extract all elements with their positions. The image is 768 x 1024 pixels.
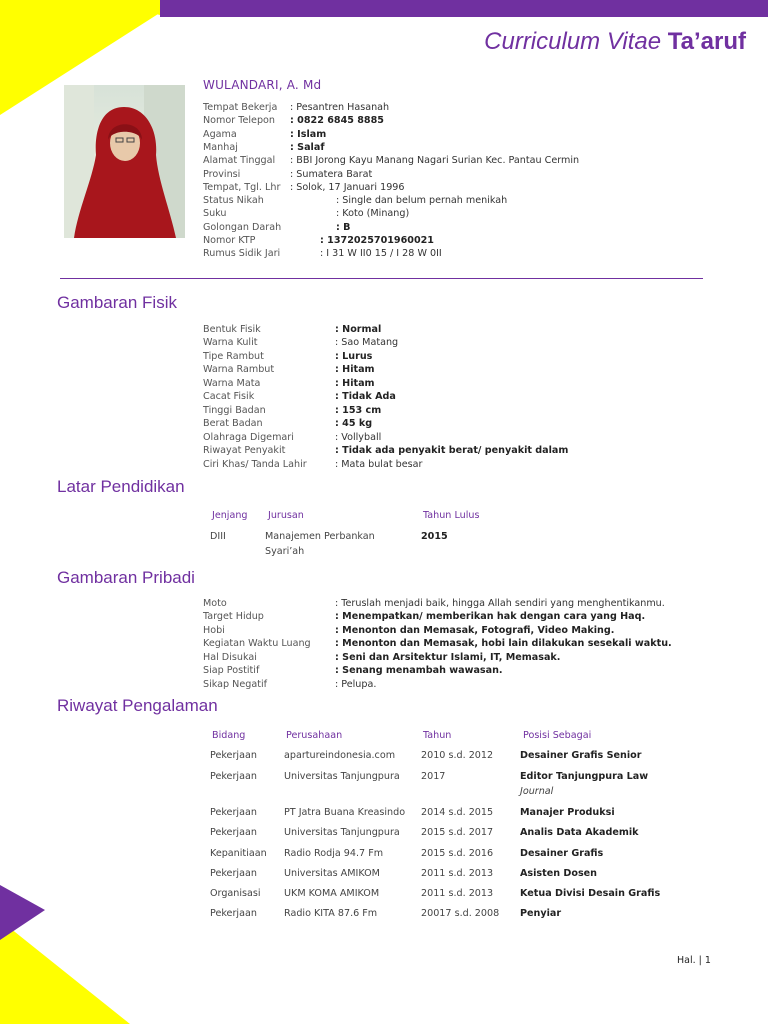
edu-tahun: 2015 [421,531,448,542]
field-value: : Menonton dan Memasak, Fotografi, Video Making. [335,624,615,636]
section-title-fisik: Gambaran Fisik [57,293,177,312]
exp-bidang: Pekerjaan [210,827,257,838]
exp-posisi: Ketua Divisi Desain Grafis [520,888,661,899]
field-value: : Vollyball [335,431,382,443]
field-value: : Salaf [290,141,325,153]
page-number: Hal. | 1 [677,955,711,966]
profile-photo [64,85,185,238]
field-value: : BBI Jorong Kayu Manang Nagari Surian Kec. Pantau Cermin [290,155,580,167]
exp-header-tahun: Tahun [423,730,452,741]
exp-tahun: 2011 s.d. 2013 [421,868,494,879]
edu-header-jurusan: Jurusan [268,510,304,521]
field-label: Bentuk Fisik [203,324,261,335]
edu-jenjang: DIII [210,531,226,542]
field-label: Warna Kulit [203,337,258,349]
field-label: Tipe Rambut [203,350,264,362]
exp-bidang: Pekerjaan [210,807,257,818]
field-value: : Sao Matang [335,337,399,349]
page-title [484,28,746,56]
field-label: Provinsi [203,168,241,180]
field-label: Agama [203,128,237,140]
field-value: : Hitam [335,364,375,376]
exp-posisi: Desainer Grafis [520,848,604,859]
field-value: : Koto (Minang) [336,208,410,220]
field-label: Tempat Bekerja [203,102,278,113]
exp-posisi: Manajer Produksi [520,807,615,818]
field-value: : 0822 6845 8885 [290,115,384,127]
field-value: : Islam [290,128,327,140]
field-label: Nomor Telepon [203,115,275,127]
field-label: Siap Postitif [203,665,260,677]
exp-header-bidang: Bidang [212,730,246,741]
field-value: : Pelupa. [335,678,377,690]
field-value: : 1372025701960021 [320,235,434,246]
exp-bidang: Kepanitiaan [210,848,267,859]
exp-bidang: Organisasi [210,888,261,899]
field-label: Target Hidup [203,611,264,623]
exp-perusahaan: Universitas AMIKOM [284,868,380,879]
field-label: Riwayat Penyakit [203,445,286,457]
field-label: Hobi [203,624,225,636]
title-bold: Ta’aruf [667,28,746,55]
field-value: : B [336,221,351,233]
exp-perusahaan: Universitas Tanjungpura [284,827,400,838]
profile-name: WULANDARI, A. Md [203,78,322,92]
field-value: : Solok, 17 Januari 1996 [290,181,405,193]
field-label: Alamat Tinggal [203,155,276,167]
field-label: Moto [203,598,227,609]
field-label: Sikap Negatif [203,678,268,690]
exp-perusahaan: PT Jatra Buana Kreasindo [284,807,406,818]
field-value: : Menonton dan Memasak, hobi lain dilakukan sesekali waktu. [335,638,672,650]
exp-perusahaan: Universitas Tanjungpura [284,771,400,782]
field-value: : 45 kg [335,418,373,430]
field-label: Cacat Fisik [203,391,255,403]
exp-perusahaan: Radio Rodja 94.7 Fm [284,848,384,859]
field-label: Hal Disukai [203,651,257,663]
field-label: Nomor KTP [203,235,256,246]
exp-perusahaan: Radio KITA 87.6 Fm [284,908,378,919]
field-label: Kegiatan Waktu Luang [203,638,311,650]
bottom-left-triangles [0,880,140,1024]
exp-posisi: Asisten Dosen [520,868,597,879]
exp-tahun: 2017 [421,771,446,782]
field-value: : I 31 W II0 15 / I 28 W 0II [320,248,442,260]
field-value: : Tidak Ada [335,391,396,403]
field-value: : Teruslah menjadi baik, hingga Allah sendiri yang menghentikanmu. [335,598,665,609]
field-label: Golongan Darah [203,221,282,233]
field-label: Olahraga Digemari [203,431,294,443]
section-divider [60,278,703,279]
section-title-pengalaman: Riwayat Pengalaman [57,696,218,715]
exp-header-posisi: Posisi Sebagai [523,730,592,741]
field-label: Ciri Khas/ Tanda Lahir [203,458,307,470]
exp-perusahaan: apartureindonesia.com [284,750,396,761]
field-value: : 153 cm [335,404,382,416]
field-label: Status Nikah [203,195,264,207]
field-label: Manhaj [203,141,238,153]
exp-posisi: Desainer Grafis Senior [520,750,642,761]
field-value: : Menempatkan/ memberikan hak dengan cara yang Haq. [335,611,646,623]
exp-posisi: Analis Data Akademik [520,827,639,838]
exp-tahun: 20017 s.d. 2008 [421,908,500,919]
field-value: : Pesantren Hasanah [290,102,390,113]
field-value: : Normal [335,324,382,335]
field-value: : Mata bulat besar [335,458,423,470]
field-value: : Lurus [335,350,373,362]
field-value: : Seni dan Arsitektur Islami, IT, Memasak. [335,651,561,663]
section-title-pendidikan: Latar Pendidikan [57,477,185,496]
field-value: : Tidak ada penyakit berat/ penyakit dalam [335,445,569,457]
field-label: Warna Mata [203,377,261,389]
exp-header-perusahaan: Perusahaan [286,730,343,741]
field-label: Tinggi Badan [203,404,266,416]
edu-jurusan: Manajemen Perbankan [265,531,375,542]
field-value: : Senang menambah wawasan. [335,665,503,677]
title-italic: Curriculum Vitae [484,28,662,55]
exp-bidang: Pekerjaan [210,771,257,782]
exp-posisi: Editor Tanjungpura Law [520,771,649,782]
field-value: : Sumatera Barat [290,168,373,180]
exp-tahun: 2011 s.d. 2013 [421,888,494,899]
top-accent-bar [160,0,768,17]
field-label: Warna Rambut [203,364,275,376]
edu-header-jenjang: Jenjang [212,510,248,521]
exp-tahun: 2010 s.d. 2012 [421,750,494,761]
exp-perusahaan: UKM KOMA AMIKOM [284,888,380,899]
exp-bidang: Pekerjaan [210,908,257,919]
section-title-pribadi: Gambaran Pribadi [57,568,195,587]
exp-tahun: 2015 s.d. 2016 [421,848,494,859]
exp-tahun: 2015 s.d. 2017 [421,827,494,838]
edu-jurusan-cont: Syari’ah [265,546,305,557]
exp-bidang: Pekerjaan [210,750,257,761]
field-value: : Single dan belum pernah menikah [336,195,508,207]
field-label: Berat Badan [203,418,263,430]
field-label: Rumus Sidik Jari [203,248,281,260]
exp-posisi-cont: Journal [520,786,554,797]
field-label: Tempat, Tgl. Lhr [203,181,281,193]
exp-bidang: Pekerjaan [210,868,257,879]
edu-header-tahun: Tahun Lulus [423,510,480,521]
field-label: Suku [203,208,227,220]
field-value: : Hitam [335,377,375,389]
exp-posisi: Penyiar [520,908,562,919]
exp-tahun: 2014 s.d. 2015 [421,807,494,818]
